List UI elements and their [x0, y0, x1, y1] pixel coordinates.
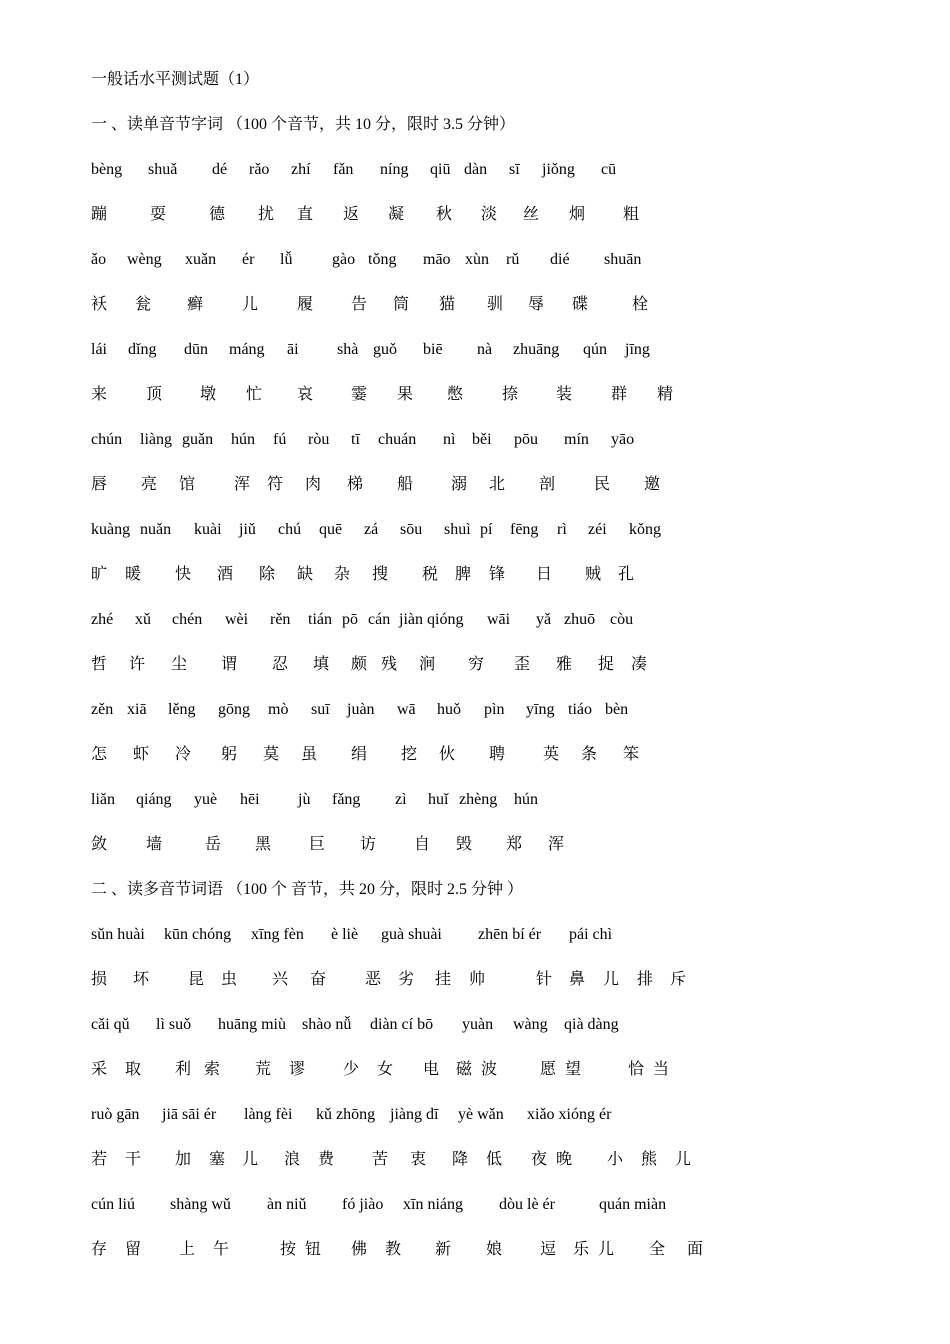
hanzi-character: 霎	[351, 386, 368, 403]
pinyin-syllable: zhèng	[459, 791, 498, 808]
hanzi-character: 癣	[187, 296, 204, 313]
hanzi-character: 填	[313, 656, 330, 673]
pinyin-syllable: dòu lè ér	[499, 1196, 555, 1213]
pinyin-syllable: bèn	[605, 701, 629, 718]
pinyin-syllable: tián	[308, 611, 332, 628]
pinyin-syllable: shà	[337, 341, 359, 358]
pinyin-syllable: kǒng	[629, 521, 661, 538]
hanzi-character: 亮	[141, 476, 158, 493]
pinyin-syllable: lǚ	[280, 251, 293, 268]
hanzi-character: 淡	[481, 206, 498, 223]
pinyin-syllable: jiàn	[399, 611, 423, 628]
pinyin-syllable: dé	[212, 161, 228, 178]
pinyin-syllable: fǎng	[332, 791, 361, 808]
pinyin-syllable: fēng	[510, 521, 539, 538]
pinyin-syllable: dǐng	[128, 341, 157, 358]
pinyin-syllable: kūn chóng	[164, 926, 232, 943]
pinyin-syllable: xīn niáng	[403, 1196, 463, 1213]
pinyin-syllable: ǎo	[91, 251, 107, 268]
pinyin-syllable: quán miàn	[599, 1196, 667, 1213]
pinyin-syllable: kuài	[194, 521, 222, 538]
hanzi-character: 愿	[540, 1061, 557, 1078]
hanzi-character: 粗	[623, 206, 640, 223]
hanzi-character: 剖	[539, 476, 556, 493]
hanzi-character: 索	[204, 1061, 221, 1078]
pinyin-syllable: biē	[423, 341, 443, 358]
pinyin-syllable: kǔ zhōng	[316, 1106, 376, 1123]
pinyin-syllable: qiáng	[136, 791, 172, 808]
hanzi-character: 女	[377, 1061, 394, 1078]
pinyin-syllable: zá	[364, 521, 379, 538]
hanzi-character: 塞	[209, 1151, 226, 1168]
hanzi-character: 降	[452, 1151, 469, 1168]
hanzi-character: 履	[297, 296, 314, 313]
hanzi-character: 秋	[436, 206, 453, 223]
hanzi-character: 墙	[146, 836, 163, 853]
pinyin-syllable: àn niǔ	[267, 1196, 307, 1213]
pinyin-syllable: cán	[368, 611, 391, 628]
pinyin-syllable: nà	[477, 341, 493, 358]
hanzi-character: 孔	[618, 566, 635, 583]
pinyin-syllable: zì	[395, 791, 407, 808]
hanzi-character: 馆	[179, 476, 196, 493]
pinyin-syllable: qún	[583, 341, 607, 358]
pinyin-syllable: xīng fèn	[251, 926, 304, 943]
hanzi-character: 暖	[125, 566, 142, 583]
pinyin-syllable: tǒng	[368, 251, 397, 268]
hanzi-character: 巨	[309, 836, 326, 853]
hanzi-character: 涧	[419, 656, 436, 673]
hanzi-character: 筒	[393, 296, 410, 313]
hanzi-character: 伙	[439, 746, 456, 763]
hanzi-character: 船	[397, 476, 414, 493]
hanzi-character: 绢	[351, 746, 368, 763]
pinyin-syllable: kuàng	[91, 521, 131, 538]
hanzi-character: 雅	[556, 656, 573, 673]
hanzi-character: 丝	[523, 206, 540, 223]
hanzi-character: 杂	[334, 566, 351, 583]
hanzi-character: 郑	[506, 836, 523, 853]
hanzi-character: 娘	[486, 1241, 503, 1258]
hanzi-character: 果	[397, 386, 414, 403]
pinyin-syllable: dié	[550, 251, 570, 268]
hanzi-character: 电	[423, 1061, 440, 1078]
pinyin-syllable: lái	[91, 341, 107, 358]
pinyin-syllable: quē	[319, 521, 343, 538]
pinyin-syllable: jiàng dī	[390, 1106, 439, 1123]
hanzi-character: 苦	[372, 1151, 389, 1168]
pinyin-syllable: cǎi qǔ	[91, 1016, 130, 1033]
hanzi-character: 岳	[205, 836, 222, 853]
pinyin-syllable: dūn	[184, 341, 208, 358]
hanzi-character: 加	[175, 1151, 192, 1168]
hanzi-character: 新	[435, 1241, 452, 1258]
hanzi-character: 猫	[439, 296, 456, 313]
hanzi-character: 梯	[347, 476, 364, 493]
hanzi-character: 虾	[133, 746, 150, 763]
hanzi-character: 锋	[489, 566, 506, 583]
hanzi-character: 扰	[258, 206, 275, 223]
hanzi-character: 缺	[297, 566, 314, 583]
hanzi-character: 溺	[451, 476, 468, 493]
hanzi-character: 当	[653, 1061, 670, 1078]
hanzi-character: 颇	[351, 656, 368, 673]
pinyin-syllable: fǎn	[333, 161, 354, 178]
hanzi-character: 取	[125, 1061, 142, 1078]
pinyin-syllable: chú	[278, 521, 302, 538]
pinyin-syllable: diàn cí bō	[370, 1016, 434, 1033]
pinyin-syllable: pí	[480, 521, 493, 538]
hanzi-character: 残	[381, 656, 398, 673]
hanzi-character: 唇	[91, 476, 108, 493]
hanzi-character: 许	[129, 656, 146, 673]
hanzi-character: 快	[175, 566, 192, 583]
hanzi-character: 忍	[272, 656, 289, 673]
pinyin-syllable: nuǎn	[140, 521, 172, 538]
hanzi-character: 除	[259, 566, 276, 583]
hanzi-character: 旷	[91, 566, 108, 583]
pinyin-syllable: xùn	[465, 251, 489, 268]
hanzi-character: 斥	[670, 971, 687, 988]
pinyin-syllable: jiǒng	[542, 161, 575, 178]
pinyin-syllable: yè wǎn	[458, 1106, 504, 1123]
pinyin-syllable: hún	[231, 431, 255, 448]
hanzi-character: 捺	[502, 386, 519, 403]
hanzi-character: 栓	[632, 296, 649, 313]
hanzi-character: 低	[486, 1151, 503, 1168]
pinyin-syllable: sǔn huài	[91, 926, 145, 943]
pinyin-syllable: huǒ	[437, 701, 461, 718]
pinyin-syllable: yuè	[194, 791, 218, 808]
hanzi-character: 费	[318, 1151, 335, 1168]
hanzi-character: 搜	[372, 566, 389, 583]
hanzi-character: 装	[556, 386, 573, 403]
hanzi-character: 捉	[598, 656, 615, 673]
pinyin-syllable: sī	[509, 161, 520, 178]
hanzi-character: 冷	[175, 746, 192, 763]
pinyin-syllable: shuì	[444, 521, 471, 538]
hanzi-character: 笨	[623, 746, 640, 763]
hanzi-character: 哲	[91, 656, 108, 673]
hanzi-character: 熊	[641, 1151, 658, 1168]
hanzi-character: 儿	[598, 1241, 615, 1258]
pinyin-syllable: è liè	[331, 926, 359, 943]
hanzi-character: 符	[267, 476, 284, 493]
hanzi-character: 耍	[150, 206, 167, 223]
pinyin-syllable: wèng	[127, 251, 162, 268]
hanzi-character: 炯	[569, 206, 586, 223]
hanzi-character: 袄	[91, 296, 108, 313]
pinyin-syllable: rǎo	[249, 161, 270, 178]
hanzi-character: 劣	[398, 971, 415, 988]
hanzi-character: 损	[91, 971, 108, 988]
hanzi-character: 谓	[221, 656, 238, 673]
hanzi-character: 乐	[573, 1241, 590, 1258]
pinyin-syllable: běi	[472, 431, 492, 448]
hanzi-character: 英	[543, 746, 560, 763]
pinyin-syllable: rì	[557, 521, 567, 538]
hanzi-character: 群	[611, 386, 628, 403]
pinyin-syllable: chún	[91, 431, 123, 448]
pinyin-syllable: qià dàng	[564, 1016, 619, 1033]
hanzi-character: 憋	[447, 386, 464, 403]
hanzi-character: 儿	[242, 1151, 259, 1168]
hanzi-character: 儿	[242, 296, 259, 313]
pinyin-syllable: guǎn	[182, 431, 214, 448]
hanzi-character: 利	[175, 1061, 192, 1078]
hanzi-character: 黑	[255, 836, 272, 853]
hanzi-character: 浑	[548, 836, 565, 853]
hanzi-character: 忙	[246, 386, 263, 403]
hanzi-character: 兴	[272, 971, 289, 988]
pinyin-syllable: zhuō	[564, 611, 596, 628]
pinyin-syllable: jiǔ	[239, 521, 256, 538]
hanzi-character: 凝	[388, 206, 405, 223]
hanzi-character: 歪	[514, 656, 531, 673]
pinyin-syllable: rěn	[270, 611, 291, 628]
hanzi-character: 奋	[310, 971, 327, 988]
pinyin-syllable: pōu	[514, 431, 538, 448]
pinyin-syllable: jù	[298, 791, 311, 808]
hanzi-character: 夜	[531, 1151, 548, 1168]
pinyin-syllable: fú	[273, 431, 287, 448]
pinyin-syllable: liǎn	[91, 791, 115, 808]
hanzi-character: 恶	[365, 971, 382, 988]
pinyin-syllable: ruò gān	[91, 1106, 140, 1123]
pinyin-syllable: mò	[268, 701, 289, 718]
pinyin-syllable: hēi	[240, 791, 260, 808]
hanzi-character: 浪	[284, 1151, 301, 1168]
pinyin-syllable: bèng	[91, 161, 123, 178]
pinyin-syllable: zhí	[291, 161, 311, 178]
pinyin-syllable: pō	[342, 611, 358, 628]
hanzi-character: 晚	[556, 1151, 573, 1168]
hanzi-character: 贼	[585, 566, 602, 583]
pinyin-syllable: shào nǚ	[302, 1016, 352, 1033]
pinyin-syllable: jīng	[625, 341, 650, 358]
hanzi-character: 顶	[146, 386, 163, 403]
hanzi-character: 虫	[221, 971, 238, 988]
hanzi-character: 教	[385, 1241, 402, 1258]
hanzi-character: 坏	[133, 971, 150, 988]
hanzi-character: 佛	[351, 1241, 368, 1258]
hanzi-character: 磁	[456, 1061, 473, 1078]
pinyin-syllable: gōng	[218, 701, 250, 718]
hanzi-character: 瓮	[135, 296, 152, 313]
hanzi-character: 衷	[410, 1151, 427, 1168]
pinyin-syllable: tiáo	[568, 701, 592, 718]
pinyin-syllable: huāng miù	[218, 1016, 286, 1033]
pinyin-syllable: shàng wǔ	[170, 1196, 231, 1213]
hanzi-character: 北	[489, 476, 506, 493]
hanzi-character: 怎	[91, 746, 108, 763]
pinyin-syllable: wàng	[513, 1016, 548, 1033]
hanzi-character: 碟	[572, 296, 589, 313]
hanzi-character: 哀	[297, 386, 314, 403]
hanzi-character: 按	[280, 1241, 297, 1258]
hanzi-character: 挖	[401, 746, 418, 763]
pinyin-syllable: juàn	[347, 701, 375, 718]
pinyin-syllable: yuàn	[462, 1016, 494, 1033]
hanzi-character: 脾	[455, 566, 472, 583]
hanzi-character: 干	[125, 1151, 142, 1168]
hanzi-character: 挂	[435, 971, 452, 988]
hanzi-character: 来	[91, 386, 108, 403]
pinyin-syllable: hún	[514, 791, 538, 808]
pinyin-syllable: dàn	[464, 161, 488, 178]
pinyin-syllable: chén	[172, 611, 203, 628]
hanzi-character: 针	[536, 971, 553, 988]
hanzi-character: 墩	[200, 386, 217, 403]
hanzi-character: 谬	[289, 1061, 306, 1078]
pinyin-syllable: pìn	[484, 701, 505, 718]
pinyin-syllable: cū	[601, 161, 617, 178]
pinyin-syllable: lěng	[168, 701, 196, 718]
hanzi-character: 驯	[487, 296, 504, 313]
hanzi-character: 聘	[489, 746, 506, 763]
pinyin-syllable: máng	[229, 341, 265, 358]
pinyin-syllable: shuān	[604, 251, 642, 268]
hanzi-character: 若	[91, 1151, 108, 1168]
hanzi-character: 全	[649, 1241, 666, 1258]
hanzi-character: 返	[343, 206, 360, 223]
hanzi-character: 邀	[644, 476, 661, 493]
hanzi-character: 面	[687, 1241, 704, 1258]
pinyin-syllable: zhé	[91, 611, 114, 628]
hanzi-character: 午	[213, 1241, 230, 1258]
hanzi-character: 酒	[217, 566, 234, 583]
pinyin-syllable: jiā sāi ér	[162, 1106, 217, 1123]
hanzi-character: 尘	[171, 656, 188, 673]
hanzi-character: 告	[351, 296, 368, 313]
hanzi-character: 留	[125, 1241, 142, 1258]
hanzi-character: 毁	[456, 836, 473, 853]
hanzi-character: 昆	[188, 971, 205, 988]
pinyin-syllable: suī	[311, 701, 330, 718]
hanzi-character: 钮	[305, 1241, 322, 1258]
hanzi-character: 蹦	[91, 206, 108, 223]
pinyin-syllable: pái chì	[569, 926, 613, 943]
hanzi-character: 德	[209, 206, 226, 223]
hanzi-character: 条	[581, 746, 598, 763]
pinyin-syllable: āi	[287, 341, 299, 358]
pinyin-syllable: qióng	[427, 611, 464, 628]
hanzi-character: 存	[91, 1241, 108, 1258]
pinyin-syllable: cún liú	[91, 1196, 135, 1213]
hanzi-character: 小	[607, 1151, 624, 1168]
document-page: 一般话水平测试题（1） 一 、读单音节字词 （100 个音节，共 10 分，限时 3.5 分钟） bèng shuǎ dé rǎo zhí fǎn níng qiū dàn sī jiǒng cū 蹦 耍 德 扰 直 返 凝 秋 淡 丝 炯 粗 ǎo wèng xuǎn ér lǚ gào tǒng māo xùn rǔ dié shuān 袄 瓮 癣 儿 履 告 筒 猫 驯 辱 碟 栓 lái dǐng dūn máng āi shà guǒ biē nà zhuāng qún jīng 来 顶 墩 忙 哀 霎 果 憋 捺 装 群 精 chún liàng guǎn hún fú ròu tī chuán nì běi pōu mín yāo 唇 亮 馆 浑 符 肉 梯 船 溺 北 剖 民 邀 kuàng nuǎn kuài jiǔ chú quē zá sōu shuì pí fēng rì zéi kǒng 旷 暖 快 酒 除 缺 杂 搜 税 脾 锋 日 贼 孔 zhé xǔ chén wèi rěn tián pō cán jiàn qióng wāi yǎ zhuō còu 哲 许 尘 谓 忍 填 颇 残 涧 穷 歪 雅 捉 凑 zěn xiā lěng gōng mò suī juàn wā huǒ pìn yīng tiáo bèn 怎 虾 冷 躬 莫 虽 绢 挖 伙 聘 英 条 笨 liǎn qiáng yuè hēi jù fǎng zì huǐ zhèng hún 敛 墙 岳 黑 巨 访 自 毁 郑 浑 二 、读多音节词语 （100 个 音节，共 20 分，限时 2.5 分钟 ） sǔn huài kūn chóng xīng fèn è liè guà shuài zhēn bí ér pái chì 损 坏 昆 虫 兴 奋 恶 劣 挂 帅 针 鼻 儿 排 斥 cǎi qǔ lì suǒ huāng miù shào nǚ diàn cí bō yuàn wàng qià dàng 采 取 利 索 荒 谬 少 女 电 磁 波 愿 望 恰 当 ruò gān jiā sāi ér làng fèi kǔ zhōng jiàng dī yè wǎn xiǎo xióng ér 若 干 加 塞 儿 浪 费 苦 衷 降 低 夜 晚 小 熊 儿 cún liú shàng wǔ àn niǔ fó jiào xīn niáng dòu lè ér quán miàn 存 留 上 午 按 钮 佛 教 新 娘 逗 乐 儿 全 面	[0, 0, 950, 1344]
hanzi-character: 民	[594, 476, 611, 493]
pinyin-syllable: zěn	[91, 701, 114, 718]
pinyin-syllable: guǒ	[373, 341, 397, 358]
hanzi-character: 波	[481, 1061, 498, 1078]
hanzi-character: 日	[536, 566, 553, 583]
hanzi-character: 精	[657, 386, 674, 403]
hanzi-character: 鼻	[569, 971, 586, 988]
pinyin-syllable: qiū	[430, 161, 451, 178]
hanzi-character: 辱	[528, 296, 545, 313]
hanzi-character: 虽	[301, 746, 318, 763]
hanzi-character: 自	[414, 836, 431, 853]
pinyin-syllable: māo	[423, 251, 451, 268]
hanzi-character: 躬	[221, 746, 238, 763]
hanzi-character: 儿	[675, 1151, 692, 1168]
hanzi-character: 凑	[631, 656, 648, 673]
pinyin-syllable: shuǎ	[148, 161, 178, 178]
pinyin-syllable: xuǎn	[185, 251, 217, 268]
pinyin-syllable: lì suǒ	[156, 1016, 192, 1033]
pinyin-syllable: xǔ	[135, 611, 151, 628]
hanzi-character: 望	[565, 1061, 582, 1078]
hanzi-character: 荒	[255, 1061, 272, 1078]
hanzi-character: 少	[343, 1061, 360, 1078]
hanzi-character: 逗	[540, 1241, 557, 1258]
pinyin-syllable: sōu	[400, 521, 423, 538]
pinyin-syllable: ér	[242, 251, 255, 268]
pinyin-syllable: yāo	[611, 431, 635, 448]
hanzi-character: 排	[637, 971, 654, 988]
pinyin-syllable: wèi	[225, 611, 249, 628]
pinyin-syllable: làng fèi	[244, 1106, 293, 1123]
pinyin-syllable: xiā	[127, 701, 147, 718]
hanzi-character: 帅	[469, 971, 486, 988]
pinyin-syllable: còu	[610, 611, 634, 628]
hanzi-character: 上	[179, 1241, 196, 1258]
pinyin-syllable: zhuāng	[513, 341, 560, 358]
pinyin-syllable: xiǎo xióng ér	[527, 1106, 612, 1123]
hanzi-character: 采	[91, 1061, 108, 1078]
pinyin-syllable: zéi	[588, 521, 607, 538]
pinyin-syllable: wā	[397, 701, 416, 718]
pinyin-syllable: mín	[564, 431, 589, 448]
pinyin-syllable: ròu	[308, 431, 330, 448]
hanzi-character: 莫	[263, 746, 280, 763]
hanzi-character: 访	[360, 836, 377, 853]
hanzi-character: 敛	[91, 836, 108, 853]
pinyin-syllable: nì	[443, 431, 456, 448]
pinyin-syllable: yǎ	[536, 611, 552, 628]
pinyin-syllable: gào	[332, 251, 356, 268]
pinyin-syllable: fó jiào	[342, 1196, 384, 1213]
pinyin-syllable: guà shuài	[381, 926, 442, 943]
pinyin-syllable: zhēn bí ér	[478, 926, 542, 943]
pinyin-syllable: rǔ	[506, 251, 520, 268]
hanzi-character: 儿	[603, 971, 620, 988]
hanzi-character: 穷	[468, 656, 485, 673]
hanzi-character: 肉	[305, 476, 322, 493]
pinyin-syllable: chuán	[378, 431, 417, 448]
pinyin-syllable: yīng	[526, 701, 555, 718]
pinyin-syllable: huǐ	[428, 791, 449, 808]
pinyin-syllable: níng	[380, 161, 409, 178]
hanzi-character: 浑	[234, 476, 251, 493]
hanzi-character: 直	[297, 206, 314, 223]
pinyin-syllable: wāi	[487, 611, 511, 628]
hanzi-character: 恰	[628, 1061, 645, 1078]
pinyin-syllable: liàng	[140, 431, 172, 448]
pinyin-syllable: tī	[351, 431, 360, 448]
hanzi-character: 税	[422, 566, 439, 583]
